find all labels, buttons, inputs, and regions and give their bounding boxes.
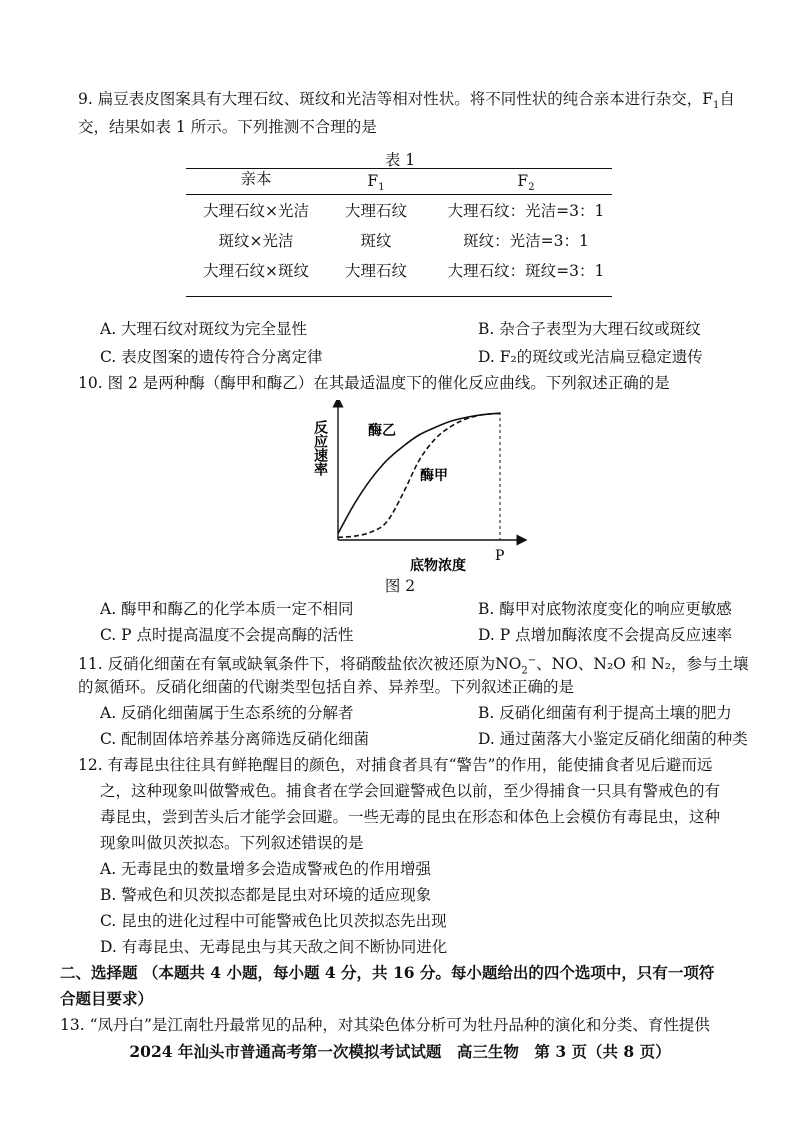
curve-enzyme-b	[338, 413, 500, 533]
q12-stem-line4: 现象叫做贝茨拟态。下列叙述错误的是	[100, 834, 364, 852]
table-header-rule	[186, 194, 612, 195]
q11-option-c: C. 配制固体培养基分离筛选反硝化细菌	[100, 730, 370, 748]
q11-stem-line1: 11. 反硝化细菌在有氧或缺氧条件下，将硝酸盐依次被还原为$NO_2^-$、NO、N₂O 和 N₂，参与土壤	[78, 655, 749, 677]
section-2-heading-line1: 二、选择题 （本题共 4 小题，每小题 4 分，共 16 分。每小题给出的四个选项中，只有一项符	[60, 963, 715, 982]
table-header-f2: $F_2$	[517, 172, 535, 194]
q9-option-c: C. 表皮图案的遗传符合分离定律	[100, 348, 323, 366]
curve-a-label: 酶甲	[420, 468, 448, 484]
figure-2	[310, 400, 530, 590]
enzyme-rate-chart	[310, 400, 530, 590]
q11-option-b: B. 反硝化细菌有利于提高土壤的肥力	[478, 704, 732, 722]
q12-stem-line2: 之，这种现象叫做警戒色。捕食者在学会回避警戒色以前，至少得捕食一只具有警戒色的有	[100, 782, 721, 800]
q9-stem-line2: 交，结果如表 1 所示。下列推测不合理的是	[78, 118, 377, 136]
q12-option-c: C. 昆虫的进化过程中可能警戒色比贝茨拟态先出现	[100, 912, 447, 930]
q10-option-d: D. P 点增加酶浓度不会提高反应速率	[478, 626, 733, 644]
q11-stem-line2: 的氮循环。反硝化细菌的代谢类型包括自养、异养型。下列叙述正确的是	[78, 678, 575, 696]
q12-option-b: B. 警戒色和贝茨拟态都是昆虫对环境的适应现象	[100, 886, 432, 904]
table-cell: 大理石纹：光洁=3：1	[447, 202, 605, 220]
table-cell: 斑纹	[360, 232, 392, 250]
q12-stem-line1: 12. 有毒昆虫往往具有鲜艳醒目的颜色，对捕食者具有“警告”的作用，能使捕食者见后避而远	[78, 756, 713, 774]
figure-2-caption: 图 2	[384, 577, 416, 595]
y-axis-label: 反应速率	[312, 420, 328, 476]
table-cell: 斑纹：光洁=3：1	[463, 232, 589, 250]
table-bottom-rule	[186, 296, 612, 297]
q10-option-a: A. 酶甲和酶乙的化学本质一定不相同	[100, 600, 354, 618]
curve-enzyme-a	[338, 413, 500, 537]
q12-option-a: A. 无毒昆虫的数量增多会造成警戒色的作用增强	[100, 860, 432, 878]
q12-option-d: D. 有毒昆虫、无毒昆虫与其天敌之间不断协同进化	[100, 938, 448, 956]
page-footer: 2024 年汕头市普通高考第一次模拟考试试题 高三生物 第 3 页（共 8 页）	[129, 1042, 671, 1061]
table-cell: 斑纹×光洁	[218, 232, 294, 250]
table-cell: 大理石纹×斑纹	[203, 262, 309, 280]
table-cell: 大理石纹	[344, 262, 407, 280]
q10-option-c: C. P 点时提高温度不会提高酶的活性	[100, 626, 354, 644]
q12-stem-line3: 毒昆虫，尝到苦头后才能学会回避。一些无毒的昆虫在形态和体色上会模仿有毒昆虫，这种	[100, 808, 721, 826]
curve-b-label: 酶乙	[368, 423, 396, 439]
table-header-parent: 亲本	[240, 170, 272, 188]
section-2-heading-line2: 合题目要求）	[60, 989, 154, 1008]
q9-option-a: A. 大理石纹对斑纹为完全显性	[100, 320, 308, 338]
table-cell: 大理石纹	[344, 202, 407, 220]
q10-option-b: B. 酶甲对底物浓度变化的响应更敏感	[478, 600, 732, 618]
q13-stem-line1: 13. “凤丹白”是江南牡丹最常见的品种，对其染色体分析可为牡丹品种的演化和分类、育性提供	[60, 1016, 710, 1034]
table-cell: 大理石纹×光洁	[203, 202, 309, 220]
q9-option-b: B. 杂合子表型为大理石纹或斑纹	[478, 320, 701, 338]
q10-stem: 10. 图 2 是两种酶（酶甲和酶乙）在其最适温度下的催化反应曲线。下列叙述正确的是	[78, 374, 670, 392]
q9-stem-line1: 9. 扁豆表皮图案具有大理石纹、斑纹和光洁等相对性状。将不同性状的纯合亲本进行杂交，$F_1$自	[78, 90, 735, 112]
table-header-f1: $F_1$	[367, 172, 385, 194]
x-axis-label: 底物浓度	[410, 558, 466, 574]
table-cell: 大理石纹：斑纹=3：1	[447, 262, 605, 280]
q11-option-a: A. 反硝化细菌属于生态系统的分解者	[100, 704, 354, 722]
q9-option-d: D. F₂的斑纹或光洁扁豆稳定遗传	[478, 348, 703, 366]
table-1-caption: 表 1	[384, 151, 416, 169]
q11-option-d: D. 通过菌落大小鉴定反硝化细菌的种类	[478, 730, 748, 748]
point-p-label: P	[495, 548, 505, 564]
